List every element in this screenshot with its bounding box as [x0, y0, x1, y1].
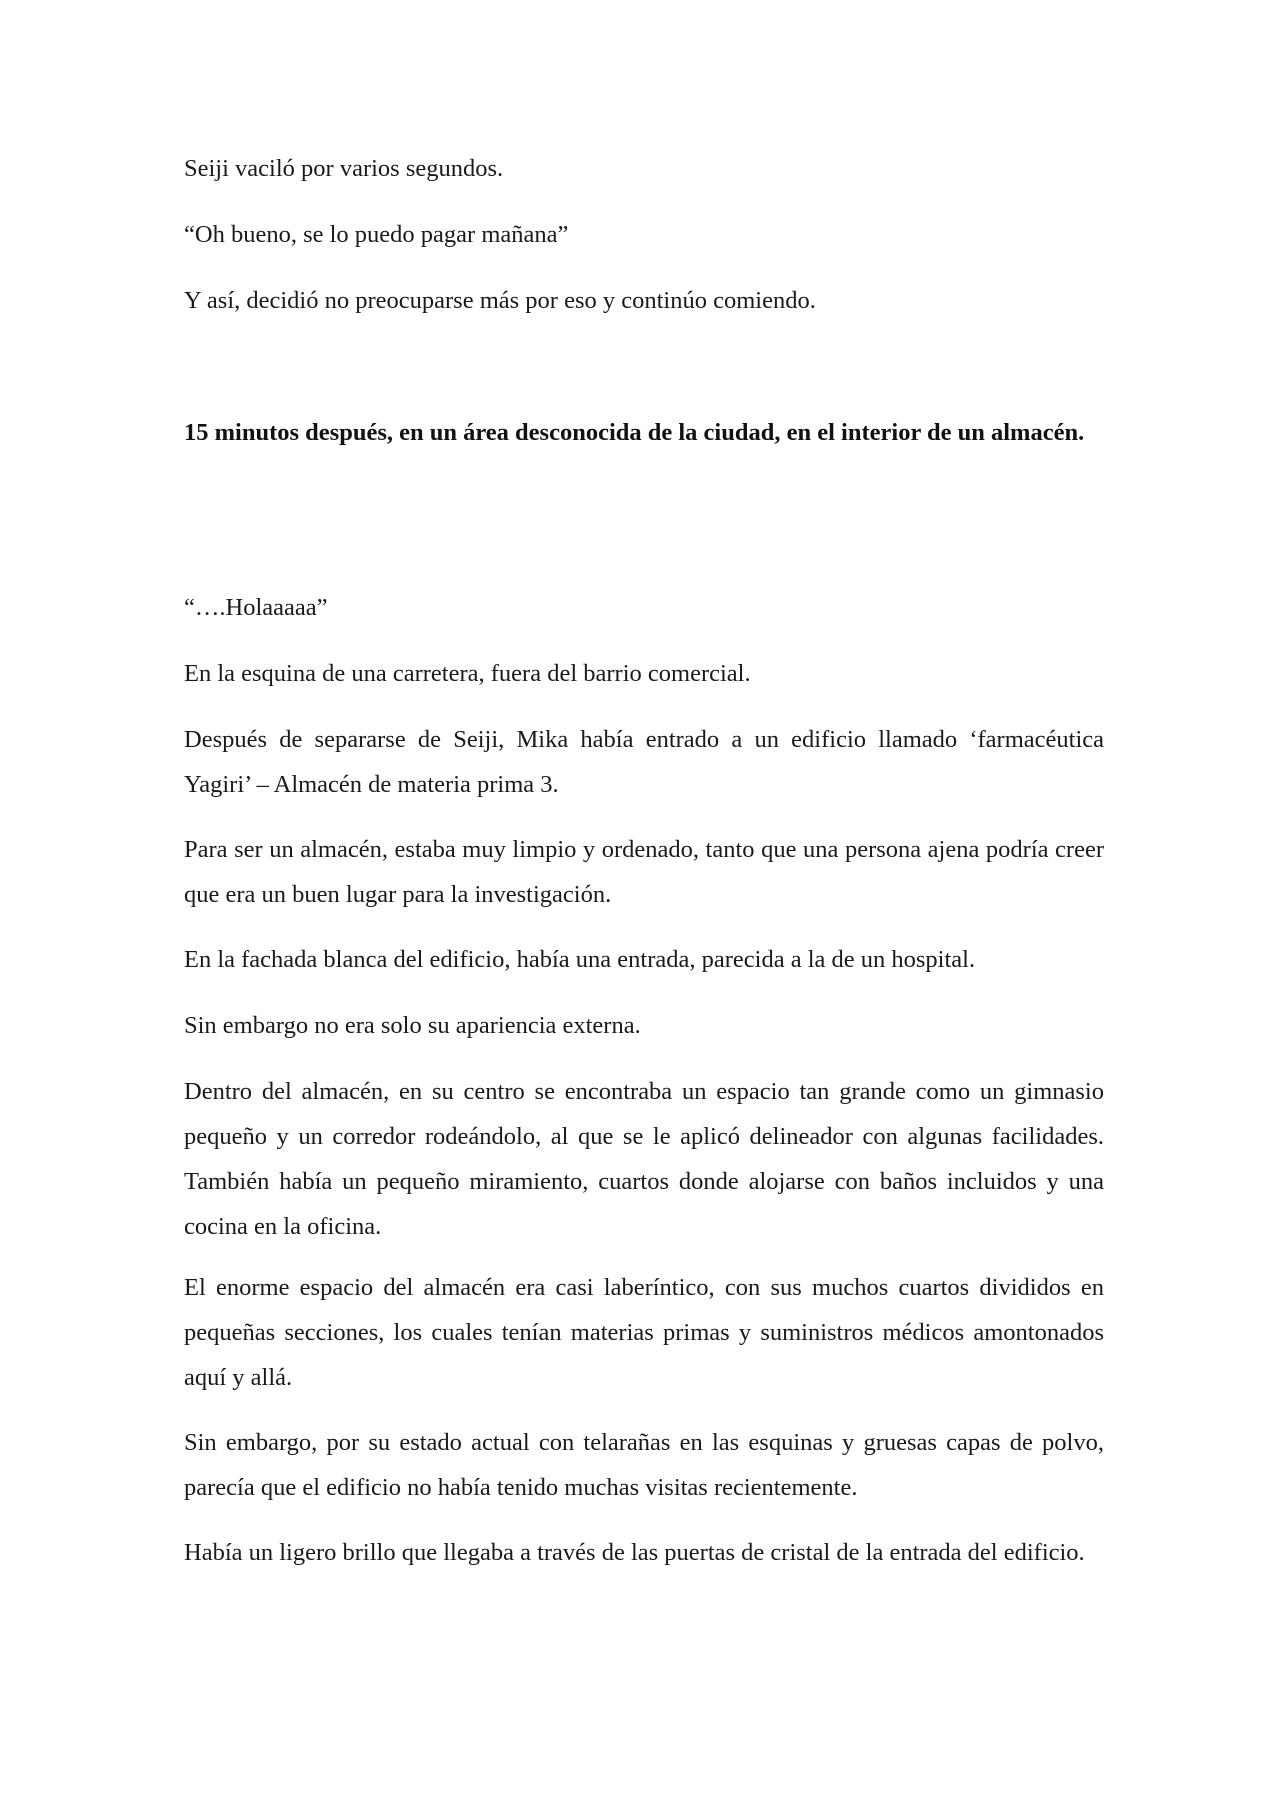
paragraph-inside-warehouse: Dentro del almacén, en su centro se encontraba un espacio tan grande como un gimnasio pequeño y un corredor rodeándolo, al que se le aplicó delineador con algunas facilidades. También había un pequeño miramiento, cuartos donde alojarse con baños incluidos y una cocina en la oficina.: [184, 1078, 1104, 1240]
paragraph-kept-eating: Y así, decidió no preocuparse más por eso y continúo comiendo.: [184, 287, 816, 314]
paragraph-cobwebs-dust: Sin embargo, por su estado actual con telarañas en las esquinas y gruesas capas de polvo, parecía que el edificio no había tenido muchas visitas recientemente.: [184, 1429, 1104, 1501]
paragraph-dialogue-pay-tomorrow: “Oh bueno, se lo puedo pagar mañana”: [184, 221, 569, 248]
paragraph-seiji-hesitated: Seiji vaciló por varios segundos.: [184, 155, 504, 182]
paragraph-not-only-appearance: Sin embargo no era solo su apariencia externa.: [184, 1012, 641, 1039]
paragraph-labyrinth-space: El enorme espacio del almacén era casi laberíntico, con sus muchos cuartos divididos en pequeñas secciones, los cuales tenían materias primas y suministros médicos amontonados aquí y allá.: [184, 1274, 1104, 1391]
scene-heading-warehouse: 15 minutos después, en un área desconocida de la ciudad, en el interior de un almacén.: [184, 419, 1085, 446]
paragraph-mika-entered: Después de separarse de Seiji, Mika había entrado a un edificio llamado ‘farmacéutica Yagiri’ – Almacén de materia prima 3.: [184, 726, 1104, 798]
paragraph-street-corner: En la esquina de una carretera, fuera del barrio comercial.: [184, 660, 751, 687]
paragraph-dialogue-hello: “….Holaaaaa”: [184, 594, 328, 621]
paragraph-light-glow: Había un ligero brillo que llegaba a través de las puertas de cristal de la entrada del edificio.: [184, 1539, 1085, 1566]
paragraph-clean-warehouse: Para ser un almacén, estaba muy limpio y ordenado, tanto que una persona ajena podría creer que era un buen lugar para la investigación.: [184, 836, 1104, 908]
paragraph-white-facade: En la fachada blanca del edificio, había una entrada, parecida a la de un hospital.: [184, 946, 976, 973]
